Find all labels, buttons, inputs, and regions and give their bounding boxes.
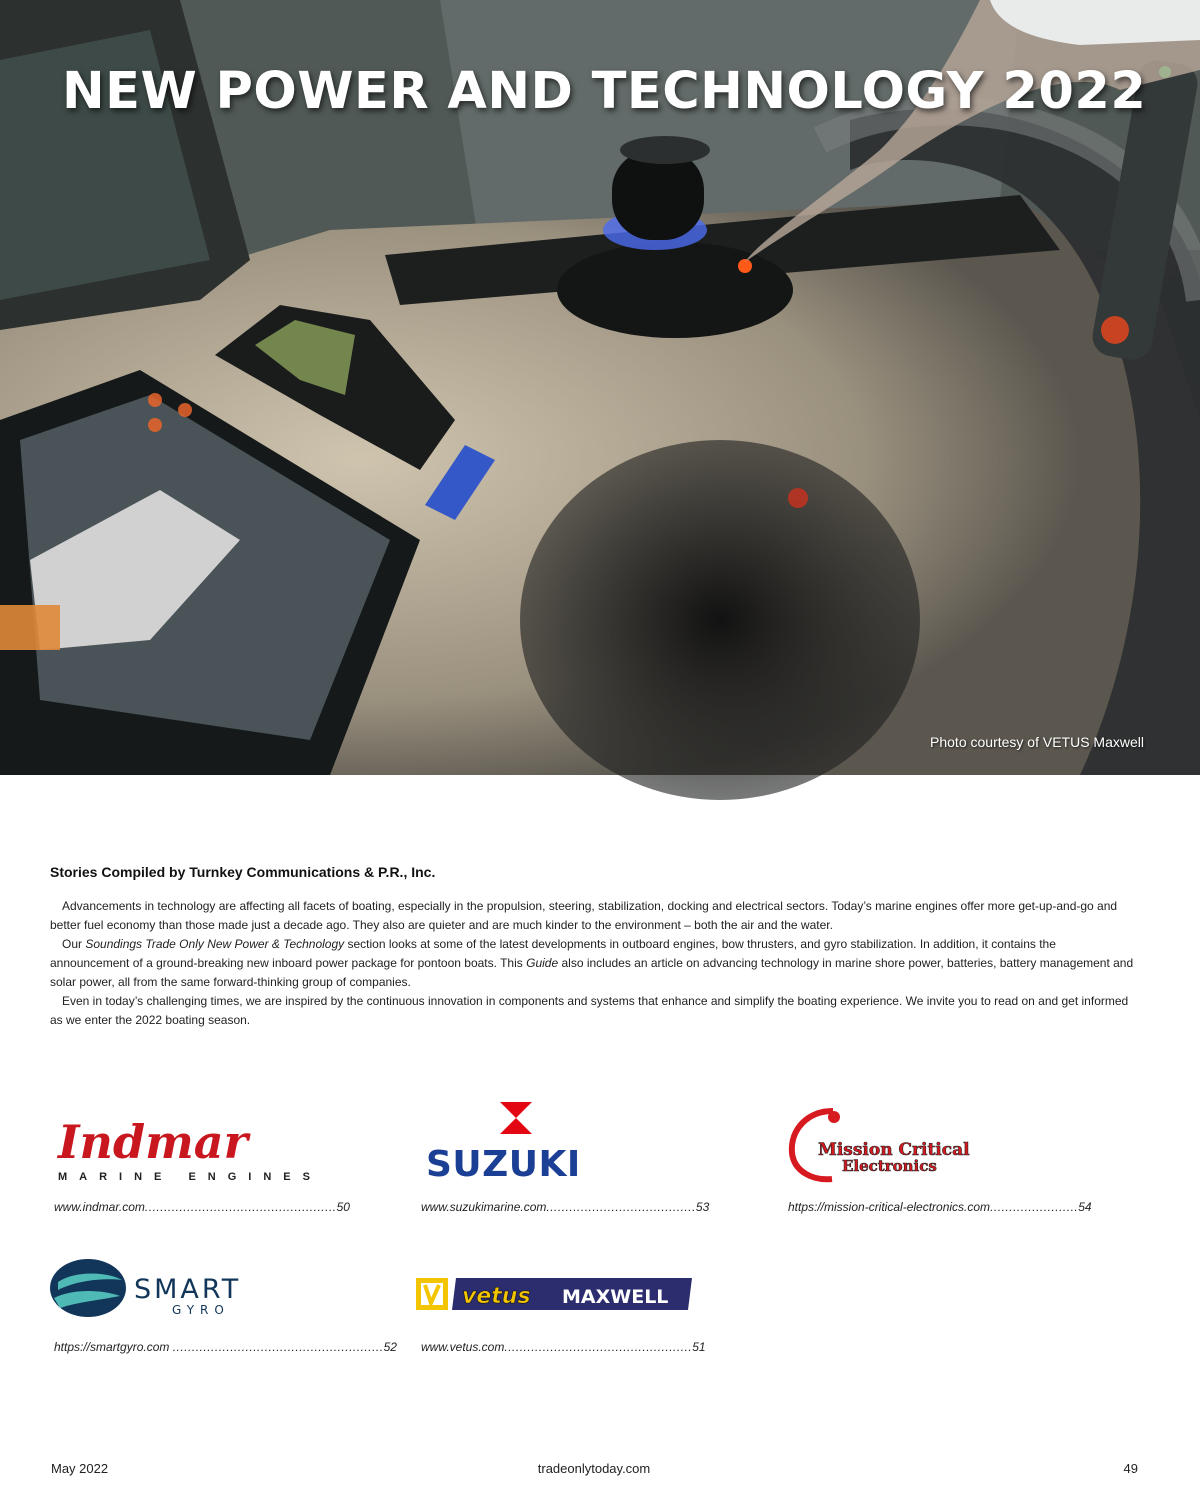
- sponsor-mission-critical[interactable]: [788, 1105, 998, 1185]
- suzuki-s-mark: [500, 1102, 532, 1134]
- link-url: www.indmar.com: [54, 1200, 145, 1214]
- paragraph-1: Advancements in technology are affecting all facets of boating, especially in the propulsion, steering, stabilization, docking and electrical sectors. Today’s marine engines offer more get-up-and-go and better fuel economy than those made just a decade ago. They also are quieter and are much kinder to the environment – both the air and the water.: [50, 899, 1118, 932]
- footer-site[interactable]: tradeonlytoday.com: [537, 1461, 651, 1476]
- indmar-logo: [54, 1112, 322, 1187]
- page-title: NEW POWER AND TECHNOLOGY 2022: [62, 62, 1147, 121]
- sponsor-indmar[interactable]: [54, 1112, 322, 1187]
- guide-title: Guide: [526, 956, 559, 970]
- page-ref: 54: [1078, 1200, 1092, 1214]
- byline: Stories Compiled by Turnkey Communications & P.R., Inc.: [50, 864, 436, 880]
- leader-dots: .......................................: [546, 1200, 696, 1214]
- link-url: https://smartgyro.com: [54, 1340, 173, 1354]
- footer-page-number: 49: [1123, 1461, 1138, 1476]
- article-body: [50, 897, 1135, 1030]
- maxwell-wordmark: MAXWELL: [562, 1286, 669, 1308]
- leader-dots: .......................................................: [172, 1340, 384, 1354]
- vetus-wordmark: vetus: [462, 1284, 531, 1309]
- leader-dots: .................................................: [504, 1340, 693, 1354]
- indmar-logo-wordmark: Indmar: [58, 1115, 248, 1169]
- leader-dots: ..................................................: [144, 1200, 337, 1214]
- publication-title: Soundings Trade Only New Power & Technology: [85, 937, 345, 951]
- mission-critical-subtext: Electronics: [842, 1157, 937, 1175]
- sponsor-indmar-link[interactable]: [54, 1200, 350, 1214]
- paragraph-2-text-b: section looks at some of the latest developments in outboard engines, bow thrusters, and gyro stabilization. In addition, it contains the announcement of a ground-breaking new inboard power package for pontoon boats. This: [50, 937, 1056, 970]
- page-ref: 50: [336, 1200, 350, 1214]
- suzuki-logo: [424, 1100, 614, 1185]
- link-url: www.suzukimarine.com: [421, 1200, 547, 1214]
- leader-dots: .......................: [990, 1200, 1079, 1214]
- footer-date: May 2022: [51, 1461, 109, 1476]
- smart-gyro-wordmark: SMART: [134, 1274, 242, 1305]
- vetus-maxwell-logo: [414, 1276, 694, 1312]
- suzuki-logo-wordmark: SUZUKI: [426, 1144, 581, 1185]
- link-url: https://mission-critical-electronics.com: [788, 1200, 991, 1214]
- sponsor-suzuki[interactable]: [424, 1100, 614, 1185]
- mission-critical-wordmark: Mission Critical: [818, 1140, 970, 1160]
- page-ref: 52: [383, 1340, 397, 1354]
- indmar-logo-subtext: MARINE ENGINES: [58, 1171, 322, 1183]
- sponsor-mission-critical-link[interactable]: [788, 1200, 1092, 1214]
- paragraph-3: Even in today’s challenging times, we are inspired by the continuous innovation in components and systems that enhance and simplify the boating experience. We invite you to read on and get informed as we enter the 2022 boating season.: [50, 994, 1129, 1027]
- paragraph-2-text-c: also includes an article on advancing technology in marine shore power, batteries, battery management and solar power, all from the same forward-thinking group of companies.: [50, 956, 1134, 989]
- smart-gyro-logo: [50, 1258, 290, 1320]
- photo-credit: Photo courtesy of VETUS Maxwell: [930, 734, 1144, 750]
- paragraph-2-text-a: Our: [62, 937, 86, 951]
- paragraph-2: [50, 935, 1135, 992]
- sponsor-smart-gyro[interactable]: [50, 1258, 290, 1320]
- sponsor-vetus-maxwell[interactable]: [414, 1276, 694, 1312]
- sponsor-suzuki-link[interactable]: [421, 1200, 709, 1214]
- page-ref: 51: [692, 1340, 706, 1354]
- mission-critical-logo: [788, 1105, 998, 1185]
- smart-gyro-subtext: GYRO: [172, 1303, 230, 1317]
- page-ref: 53: [695, 1200, 710, 1214]
- link-url: www.vetus.com: [421, 1340, 505, 1354]
- sponsor-vetus-maxwell-link[interactable]: [421, 1340, 706, 1354]
- sponsor-smart-gyro-link[interactable]: [54, 1340, 397, 1354]
